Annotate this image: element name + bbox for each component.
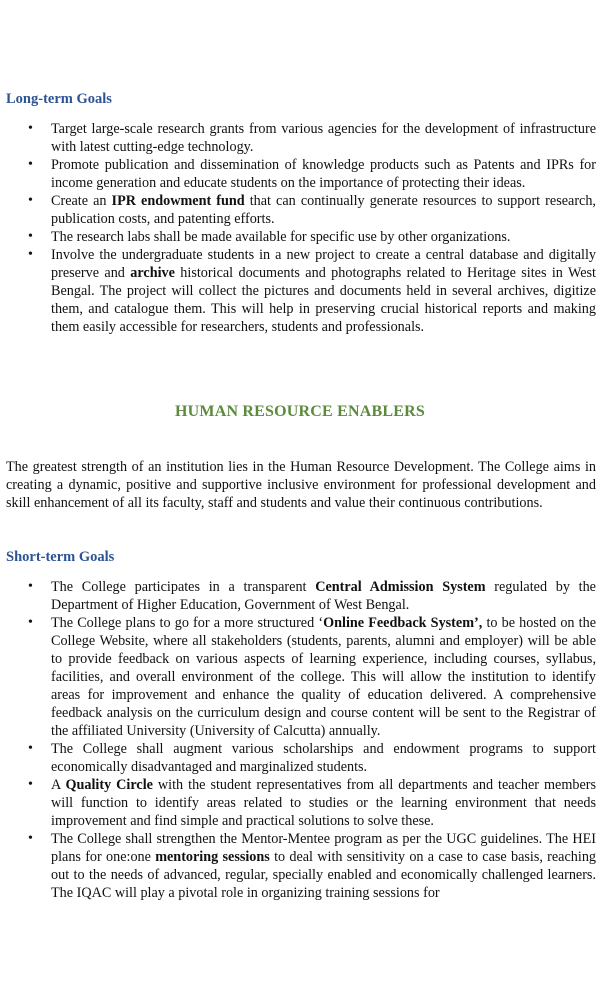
short-term-goals-list	[0, 578, 600, 902]
short-term-goals-heading: Short-term Goals	[6, 549, 115, 565]
long-term-goals-list	[0, 120, 600, 336]
list-item: • The College plans to go for a more structured ‘Online Feedback System’, to be hosted on the College Website, where all stakeholders (students, parents, alumni and employer) will be able to provide feedback on various aspects of learning experience, including courses, syllabus, facilities, and overall environment of the college. This will allow the institution to identify areas for improvement and enhance the quality of education delivered. A comprehensive feedback analysis on the curriculum design and course content will be sent to the Registrar of the affiliated University (University of Calcutta) annually.	[0, 614, 600, 740]
list-item: • The College shall strengthen the Mentor-Mentee program as per the UGC guidelines. The HEI plans for one:one mentoring sessions to deal with sensitivity on a case to case basis, reaching out to the needs of advanced, regular, specially enabled and economically challenged learners. The IQAC will play a pivotal role in organizing training sessions for	[0, 830, 600, 902]
list-item: • A Quality Circle with the student representatives from all departments and teacher members will function to identify areas related to studies or the learning environment that needs improvement and find simple and practical solutions to solve these.	[0, 776, 600, 830]
list-item: • Create an IPR endowment fund that can continually generate resources to support research, publication costs, and patenting efforts.	[0, 192, 600, 228]
list-item: • Involve the undergraduate students in a new project to create a central database and digitally preserve and archive historical documents and photographs related to Heritage sites in West Bengal. The project will collect the pictures and documents held in several archives, digitize them, and catalogue them. This will help in preserving crucial historical reports and making them easily accessible for researchers, students and professionals.	[0, 246, 600, 336]
long-term-goals-heading: Long-term Goals	[6, 91, 112, 107]
list-item: • The research labs shall be made available for specific use by other organizations.	[0, 228, 600, 246]
human-resource-enablers-heading: HUMAN RESOURCE ENABLERS	[175, 403, 425, 420]
hr-intro-paragraph: The greatest strength of an institution lies in the Human Resource Development. The College aims in creating a dynamic, positive and supportive inclusive environment for professional development and skill enhancement of all its faculty, staff and students and value their continuous contributions.	[6, 459, 596, 511]
list-item: • Target large-scale research grants from various agencies for the development of infrastructure with latest cutting-edge technology.	[0, 120, 600, 156]
list-item: • Promote publication and dissemination of knowledge products such as Patents and IPRs for income generation and educate students on the importance of protecting their ideas.	[0, 156, 600, 192]
list-item: • The College shall augment various scholarships and endowment programs to support economically disadvantaged and marginalized students.	[0, 740, 600, 776]
list-item: • The College participates in a transparent Central Admission System regulated by the Department of Higher Education, Government of West Bengal.	[0, 578, 600, 614]
